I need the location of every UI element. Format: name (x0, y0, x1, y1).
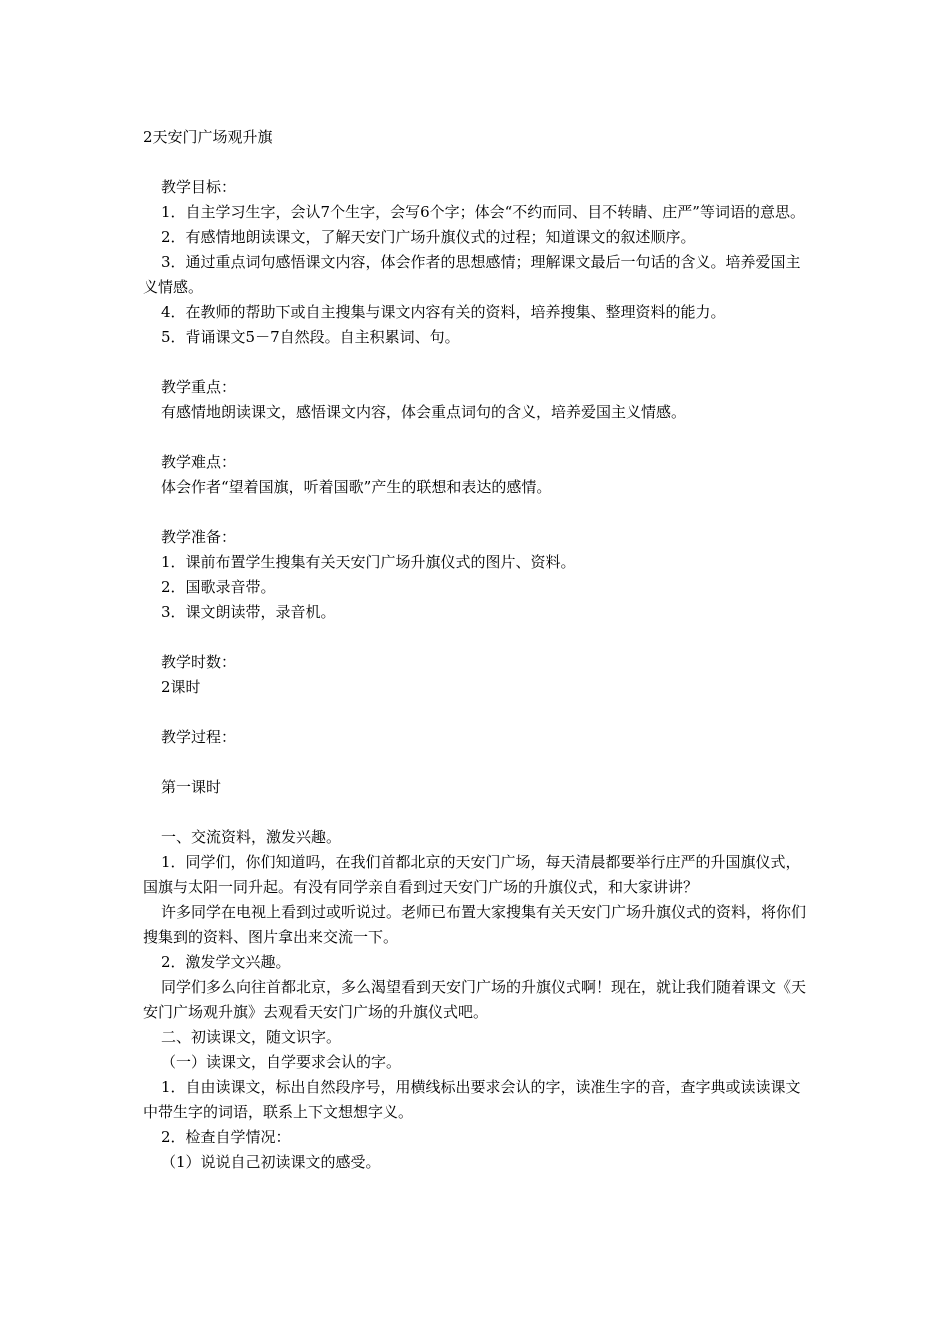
body-paragraph: （1）说说自己初读课文的感受。 (161, 1153, 381, 1171)
hours-text: 2课时 (161, 678, 201, 696)
spacer (143, 800, 815, 825)
focus-heading: 教学重点： (161, 378, 237, 396)
body-paragraph: 1．同学们，你们知道吗，在我们首都北京的天安门广场，每天清晨都要举行庄严的升国旗仪式，国旗与太阳一同升起。有没有同学亲自看到过天安门广场的升旗仪式，和大家讲讲？ (143, 853, 801, 896)
body-paragraph: 2．激发学文兴趣。 (161, 953, 291, 971)
document-page (143, 125, 815, 1175)
focus-text: 有感情地朗读课文，感悟课文内容，体会重点词句的含义，培养爱国主义情感。 (161, 403, 687, 421)
preparation-item: 1．课前布置学生搜集有关天安门广场升旗仪式的图片、资料。 (161, 553, 576, 571)
hours-heading: 教学时数： (161, 653, 237, 671)
preparation-item: 3．课文朗读带，录音机。 (161, 603, 336, 621)
spacer (143, 425, 815, 450)
body-paragraph: 同学们多么向往首都北京，多么渴望看到天安门广场的升旗仪式啊！现在，就让我们随着课文《天安门广场观升旗》去观看天安门广场的升旗仪式吧。 (143, 978, 807, 1021)
lesson-heading: 第一课时 (161, 778, 222, 796)
spacer (143, 700, 815, 725)
spacer (143, 750, 815, 775)
spacer (143, 500, 815, 525)
goal-item: 5．背诵课文5－7自然段。自主积累词、句。 (161, 328, 460, 346)
process-heading: 教学过程： (161, 728, 237, 746)
spacer (143, 625, 815, 650)
body-paragraph: 1．自由读课文，标出自然段序号，用横线标出要求会认的字，读准生字的音，查字典或读读课文中带生字的词语，联系上下文想想字义。 (143, 1078, 801, 1121)
spacer (143, 350, 815, 375)
difficulty-heading: 教学难点： (161, 453, 237, 471)
goal-item: 1．自主学习生字，会认7个生字，会写6个字；体会“不约而同、目不转睛、庄严”等词语的意思。 (161, 203, 805, 221)
goal-item: 3．通过重点词句感悟课文内容，体会作者的思想感情；理解课文最后一句话的含义。培养爱国主义情感。 (143, 253, 801, 296)
body-paragraph: 一、交流资料，激发兴趣。 (161, 828, 342, 846)
goal-item: 4．在教师的帮助下或自主搜集与课文内容有关的资料，培养搜集、整理资料的能力。 (161, 303, 726, 321)
difficulty-text: 体会作者“望着国旗，听着国歌”产生的联想和表达的感情。 (161, 478, 552, 496)
goals-heading: 教学目标： (161, 178, 237, 196)
preparation-heading: 教学准备： (161, 528, 237, 546)
document-title: 2天安门广场观升旗 (143, 128, 273, 146)
preparation-item: 2．国歌录音带。 (161, 578, 276, 596)
body-paragraph: 许多同学在电视上看到过或听说过。老师已布置大家搜集有关天安门广场升旗仪式的资料，将你们搜集到的资料、图片拿出来交流一下。 (143, 903, 807, 946)
body-paragraph: 二、初读课文，随文识字。 (161, 1028, 342, 1046)
body-paragraph: （一）读课文，自学要求会认的字。 (161, 1053, 402, 1071)
goal-item: 2．有感情地朗读课文，了解天安门广场升旗仪式的过程；知道课文的叙述顺序。 (161, 228, 696, 246)
body-paragraph: 2．检查自学情况： (161, 1128, 291, 1146)
